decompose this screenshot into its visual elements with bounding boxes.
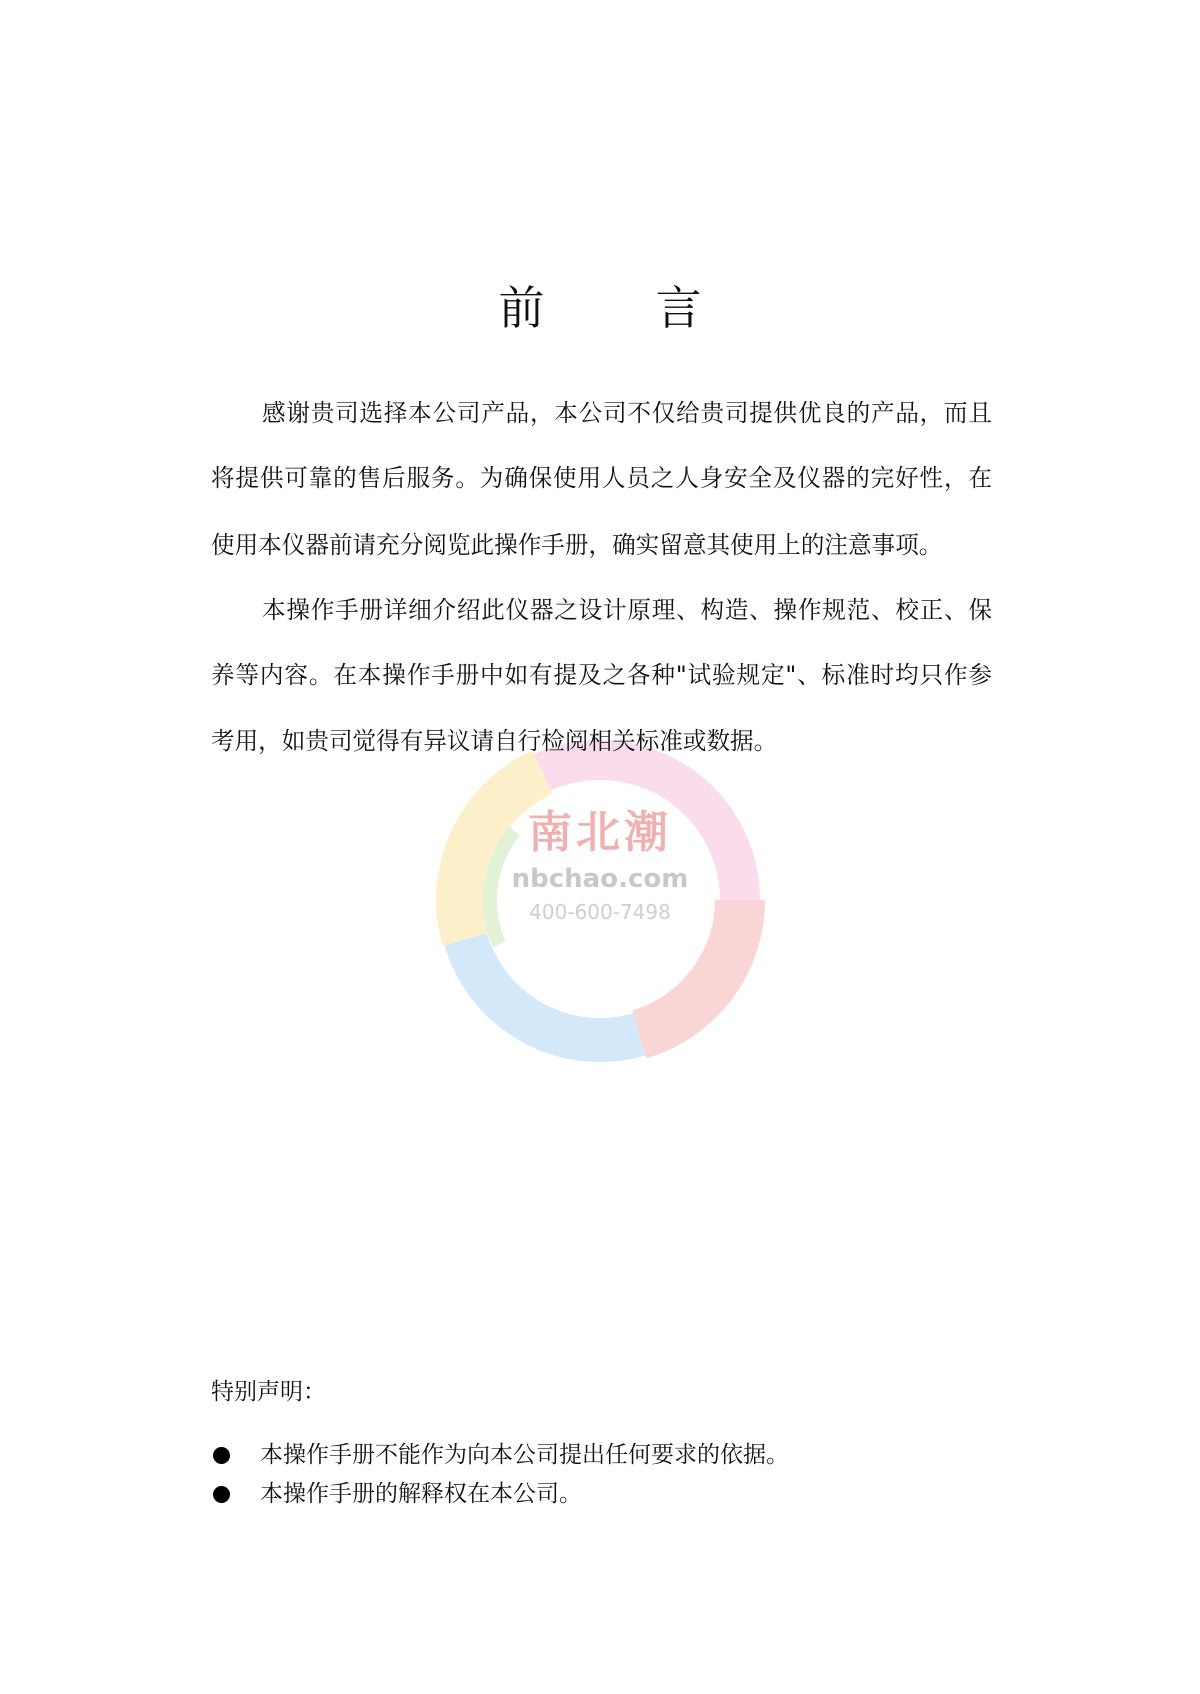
paragraph-1-line: 使用本仪器前请充分阅览此操作手册，确实留意其使用上的注意事项。 [211, 531, 943, 559]
title-char: 前 [498, 281, 545, 335]
bullet-icon [213, 1447, 230, 1464]
page-title [0, 272, 1200, 338]
watermark-brand: 南北潮 [528, 807, 672, 858]
paragraph-2-line: 养等内容。在本操作手册中如有提及之各种"试验规定"、标准时均只作参 [211, 661, 992, 689]
notice-item-text: 本操作手册不能作为向本公司提出任何要求的依据。 [260, 1442, 789, 1468]
notice-item-text: 本操作手册的解释权在本公司。 [260, 1481, 582, 1507]
paragraph-2-line: 本操作手册详细介绍此仪器之设计原理、构造、操作规范、校正、保 [262, 596, 992, 624]
paragraph-1-line: 将提供可靠的售后服务。为确保使用人员之人身安全及仪器的完好性，在 [211, 464, 992, 492]
paragraph-2-line: 考用，如贵司觉得有异议请自行检阅相关标准或数据。 [211, 727, 778, 755]
bullet-icon [213, 1486, 230, 1503]
paragraph-1-line: 感谢贵司选择本公司产品，本公司不仅给贵司提供优良的产品，而且 [262, 399, 992, 427]
watermark-site: nbchao.com [511, 864, 689, 894]
notice-heading: 特别声明： [211, 1379, 326, 1405]
watermark-phone: 400-600-7498 [529, 900, 671, 924]
title-char: 言 [655, 281, 702, 335]
